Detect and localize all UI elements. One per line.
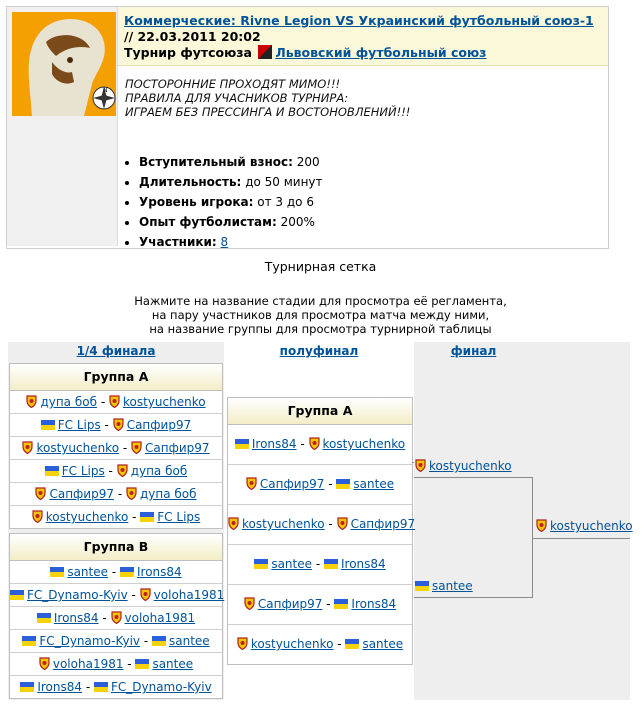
player-name-link[interactable]: Сапфир97 — [257, 597, 323, 611]
player[interactable] — [22, 634, 140, 648]
player[interactable] — [152, 634, 210, 648]
match-date: // 22.03.2011 20:02 — [124, 29, 261, 44]
player-name-link[interactable]: дупа боб — [40, 395, 97, 409]
player-name-link[interactable]: дупа боб — [139, 487, 197, 501]
match-separator: - — [97, 395, 109, 409]
ukraine-flag-icon — [41, 420, 55, 430]
connector — [533, 538, 630, 539]
player[interactable] — [237, 637, 334, 651]
player[interactable] — [20, 680, 82, 694]
compass-n: N — [103, 87, 108, 94]
player-name-link[interactable]: FC Lips — [157, 510, 201, 524]
player[interactable] — [37, 611, 99, 625]
tournament-bracket — [8, 342, 633, 700]
player-name-link[interactable]: Сапфир97 — [145, 441, 210, 455]
match-pair[interactable] — [10, 414, 222, 437]
player[interactable] — [345, 637, 403, 651]
player[interactable] — [26, 395, 97, 409]
quarter-group-a — [9, 363, 223, 529]
player-name-link[interactable]: FC_Dynamo-Kyiv — [39, 634, 141, 648]
player-name-link[interactable]: santee — [432, 579, 473, 593]
ukraine-flag-icon — [140, 512, 154, 522]
connector — [414, 597, 533, 598]
club-shield-icon — [117, 462, 128, 475]
match-separator: - — [114, 487, 126, 501]
player[interactable] — [41, 418, 101, 432]
note-line: ИГРАЕМ БЕЗ ПРЕССИНГА И ВОСТОНОВЛЕНИЙ!!! — [125, 105, 411, 119]
match-separator: - — [140, 634, 152, 648]
fact-level: • Уровень игрока: от 3 до 6 — [139, 192, 323, 212]
match-separator: - — [82, 680, 94, 694]
quarter-group-b — [9, 533, 223, 699]
player[interactable] — [45, 464, 105, 478]
bracket-title: Турнирная сетка — [264, 259, 377, 274]
player[interactable] — [536, 519, 633, 533]
ukraine-flag-icon — [415, 581, 429, 591]
tournament-link[interactable]: Львовский футбольный союз — [275, 45, 487, 60]
match-separator: - — [296, 437, 309, 451]
connector — [414, 477, 533, 478]
final-participant[interactable] — [415, 459, 512, 473]
player-name-link[interactable]: Irons84 — [340, 557, 386, 571]
participants-link[interactable]: 8 — [220, 235, 229, 249]
stage-final-link[interactable]: финал — [450, 344, 497, 358]
ukraine-flag-icon — [152, 636, 166, 646]
fact-participants: • Участники: 8 — [139, 232, 323, 252]
player[interactable] — [324, 557, 386, 571]
player[interactable] — [244, 597, 323, 611]
match-separator: - — [119, 441, 132, 455]
player[interactable] — [10, 588, 128, 602]
club-shield-icon — [415, 459, 426, 472]
player-name-link[interactable]: voloha1981 — [124, 611, 196, 625]
ukraine-flag-icon — [254, 559, 268, 569]
match-separator: - — [100, 418, 113, 432]
player[interactable] — [254, 557, 312, 571]
ukraine-flag-icon — [45, 466, 59, 476]
tournament-line — [124, 45, 486, 60]
player-name-link[interactable]: kostyuchenko — [45, 510, 129, 524]
club-shield-icon — [237, 627, 248, 640]
club-shield-icon — [126, 485, 137, 498]
club-shield-icon — [111, 609, 122, 622]
player[interactable] — [246, 477, 325, 491]
ukraine-flag-icon — [336, 479, 350, 489]
match-separator: - — [312, 557, 324, 571]
ukraine-flag-icon — [334, 599, 348, 609]
club-shield-icon — [32, 508, 43, 521]
match-pair[interactable] — [10, 561, 222, 584]
player-name-link[interactable]: kostyuchenko — [250, 637, 334, 651]
match-pair[interactable] — [228, 505, 416, 545]
club-shield-icon — [536, 519, 547, 532]
club-shield-icon — [337, 507, 348, 520]
club-shield-icon — [22, 439, 33, 452]
player[interactable] — [126, 487, 197, 501]
instruction-line: Нажмите на название стадии для просмотра её регламента, — [134, 294, 507, 308]
ukraine-flag-icon — [10, 590, 24, 600]
player-name-link[interactable]: kostyuchenko — [429, 459, 512, 473]
player-name-link[interactable]: Сапфир97 — [126, 418, 192, 432]
tournament-label: Турнир футсоюза — [124, 45, 252, 60]
player[interactable] — [415, 579, 473, 593]
player-name-link[interactable]: Сапфир97 — [49, 487, 114, 501]
player-name-link[interactable]: дупа боб — [130, 464, 188, 478]
ukraine-flag-icon — [135, 659, 149, 669]
page-title — [124, 13, 604, 45]
player[interactable] — [140, 588, 225, 602]
player-name-link[interactable]: santee — [353, 477, 395, 491]
player-name-link[interactable]: kostyuchenko — [36, 441, 120, 455]
player[interactable] — [140, 510, 200, 524]
group-name-link[interactable]: Группа B — [10, 534, 222, 561]
match-pair[interactable] — [228, 465, 412, 505]
instruction-line: на пару участников для просмотра матча между ними, — [151, 308, 490, 322]
player[interactable] — [109, 395, 206, 409]
player-name-link[interactable]: Irons84 — [53, 611, 99, 625]
tournament-facts — [123, 152, 323, 252]
group-name-link[interactable]: Группа A — [10, 364, 222, 391]
stage-quarterfinal-link[interactable]: 1/4 финала — [76, 344, 156, 358]
connector — [412, 462, 414, 463]
note-line: ПОСТОРОННИЕ ПРОХОДЯТ МИМО!!! — [125, 77, 341, 91]
match-pair[interactable] — [228, 625, 412, 664]
ukraine-flag-icon — [50, 567, 64, 577]
instruction-line: на название группы для просмотра турнирной таблицы — [149, 322, 492, 336]
tournament-header — [118, 7, 608, 66]
player-name-link[interactable]: Irons84 — [37, 680, 82, 694]
player[interactable] — [22, 441, 119, 455]
ukraine-flag-icon — [324, 559, 338, 569]
player[interactable] — [336, 477, 394, 491]
group-name-link[interactable]: Группа A — [228, 398, 412, 425]
match-separator: - — [104, 464, 117, 478]
player-name-link[interactable]: voloha1981 — [52, 657, 124, 671]
match-pair[interactable] — [10, 653, 222, 676]
tournament-note — [125, 77, 410, 119]
player-name-link[interactable]: voloha1981 — [153, 588, 225, 602]
match-separator: - — [324, 477, 337, 491]
player-name-link[interactable]: kostyuchenko — [550, 519, 633, 533]
player[interactable] — [94, 680, 212, 694]
avatar-cell — [7, 7, 118, 246]
tournament-logo — [12, 12, 116, 116]
player[interactable] — [120, 565, 182, 579]
player[interactable] — [228, 517, 325, 531]
tournament-winner[interactable] — [536, 519, 633, 533]
match-pair[interactable] — [10, 483, 222, 506]
player-name-link[interactable]: kostyuchenko — [122, 395, 206, 409]
ukraine-flag-icon — [345, 639, 359, 649]
player[interactable] — [113, 418, 192, 432]
match-pair[interactable] — [228, 585, 412, 625]
note-line: ПРАВИЛА ДЛЯ УЧАСНИКОВ ТУРНИРА: — [125, 91, 349, 105]
player[interactable] — [39, 657, 124, 671]
club-shield-icon — [35, 485, 46, 498]
stage-semifinal-link[interactable]: полуфинал — [279, 344, 359, 358]
player-name-link[interactable]: Irons84 — [351, 597, 397, 611]
match-title-link[interactable]: Коммерческие: Rivne Legion VS Украинский футбольный союз-1 — [124, 13, 594, 28]
club-shield-icon — [309, 427, 320, 440]
fact-duration: • Длительность: до 50 минут — [139, 172, 323, 192]
semifinal-group-a — [227, 397, 416, 665]
tournament-card — [6, 6, 609, 249]
match-pair[interactable] — [10, 460, 222, 483]
club-shield-icon — [26, 393, 37, 406]
player[interactable] — [334, 597, 396, 611]
club-shield-icon — [39, 655, 50, 668]
ukraine-flag-icon — [235, 439, 249, 449]
match-pair[interactable] — [10, 584, 225, 607]
match-pair[interactable] — [10, 437, 222, 460]
club-shield-icon — [140, 586, 151, 599]
player[interactable] — [35, 487, 114, 501]
ukraine-flag-icon — [22, 636, 36, 646]
player[interactable] — [309, 437, 406, 451]
final-column — [414, 342, 533, 700]
union-flag-icon — [258, 45, 272, 59]
player-name-link[interactable]: kostyuchenko — [242, 517, 325, 531]
player-name-link[interactable]: FC_Dynamo-Kyiv — [27, 588, 128, 602]
player-name-link[interactable]: Irons84 — [251, 437, 297, 451]
ukraine-flag-icon — [20, 682, 34, 692]
player-name-link[interactable]: Сапфир97 — [259, 477, 325, 491]
player-name-link[interactable]: FC_Dynamo-Kyiv — [110, 680, 212, 694]
club-shield-icon — [244, 587, 255, 600]
fact-entry-fee: • Вступительный взнос: 200 — [139, 152, 323, 172]
club-shield-icon — [109, 393, 120, 406]
player-name-link[interactable]: Сапфир97 — [350, 517, 416, 531]
match-separator: - — [98, 611, 111, 625]
ukraine-flag-icon — [94, 682, 108, 692]
match-pair[interactable] — [228, 425, 412, 465]
match-pair[interactable] — [10, 630, 222, 653]
player[interactable] — [131, 441, 210, 455]
player[interactable] — [337, 517, 416, 531]
player[interactable] — [50, 565, 108, 579]
player[interactable] — [32, 510, 129, 524]
player-name-link[interactable]: Irons84 — [136, 565, 182, 579]
match-pair[interactable] — [10, 391, 222, 414]
ukraine-flag-icon — [37, 613, 51, 623]
match-separator: - — [322, 597, 335, 611]
player-name-link[interactable]: santee — [152, 657, 194, 671]
club-shield-icon — [113, 416, 124, 429]
match-separator: - — [333, 637, 346, 651]
player-name-link[interactable]: santee — [67, 565, 109, 579]
player-name-link[interactable]: santee — [271, 557, 313, 571]
ukraine-flag-icon — [120, 567, 134, 577]
player[interactable] — [111, 611, 196, 625]
match-pair[interactable] — [228, 545, 412, 585]
bracket-instructions — [0, 294, 641, 336]
match-pair[interactable] — [10, 676, 222, 698]
player-name-link[interactable]: FC Lips — [57, 418, 101, 432]
match-separator: - — [123, 657, 136, 671]
player[interactable] — [235, 437, 297, 451]
club-shield-icon — [131, 439, 142, 452]
player[interactable] — [117, 464, 188, 478]
match-separator: - — [127, 588, 140, 602]
match-separator: - — [324, 517, 337, 531]
player-name-link[interactable]: santee — [362, 637, 404, 651]
player-name-link[interactable]: FC Lips — [61, 464, 105, 478]
match-separator: - — [128, 510, 141, 524]
player[interactable] — [135, 657, 193, 671]
club-shield-icon — [246, 467, 257, 480]
fact-experience: • Опыт футболистам: 200% — [139, 212, 323, 232]
player[interactable] — [415, 459, 512, 473]
match-pair[interactable] — [10, 607, 222, 630]
player-name-link[interactable]: santee — [168, 634, 210, 648]
player-name-link[interactable]: kostyuchenko — [322, 437, 406, 451]
final-participant[interactable] — [415, 579, 473, 593]
match-pair[interactable] — [10, 506, 222, 528]
match-separator: - — [108, 565, 120, 579]
club-shield-icon — [228, 507, 239, 520]
